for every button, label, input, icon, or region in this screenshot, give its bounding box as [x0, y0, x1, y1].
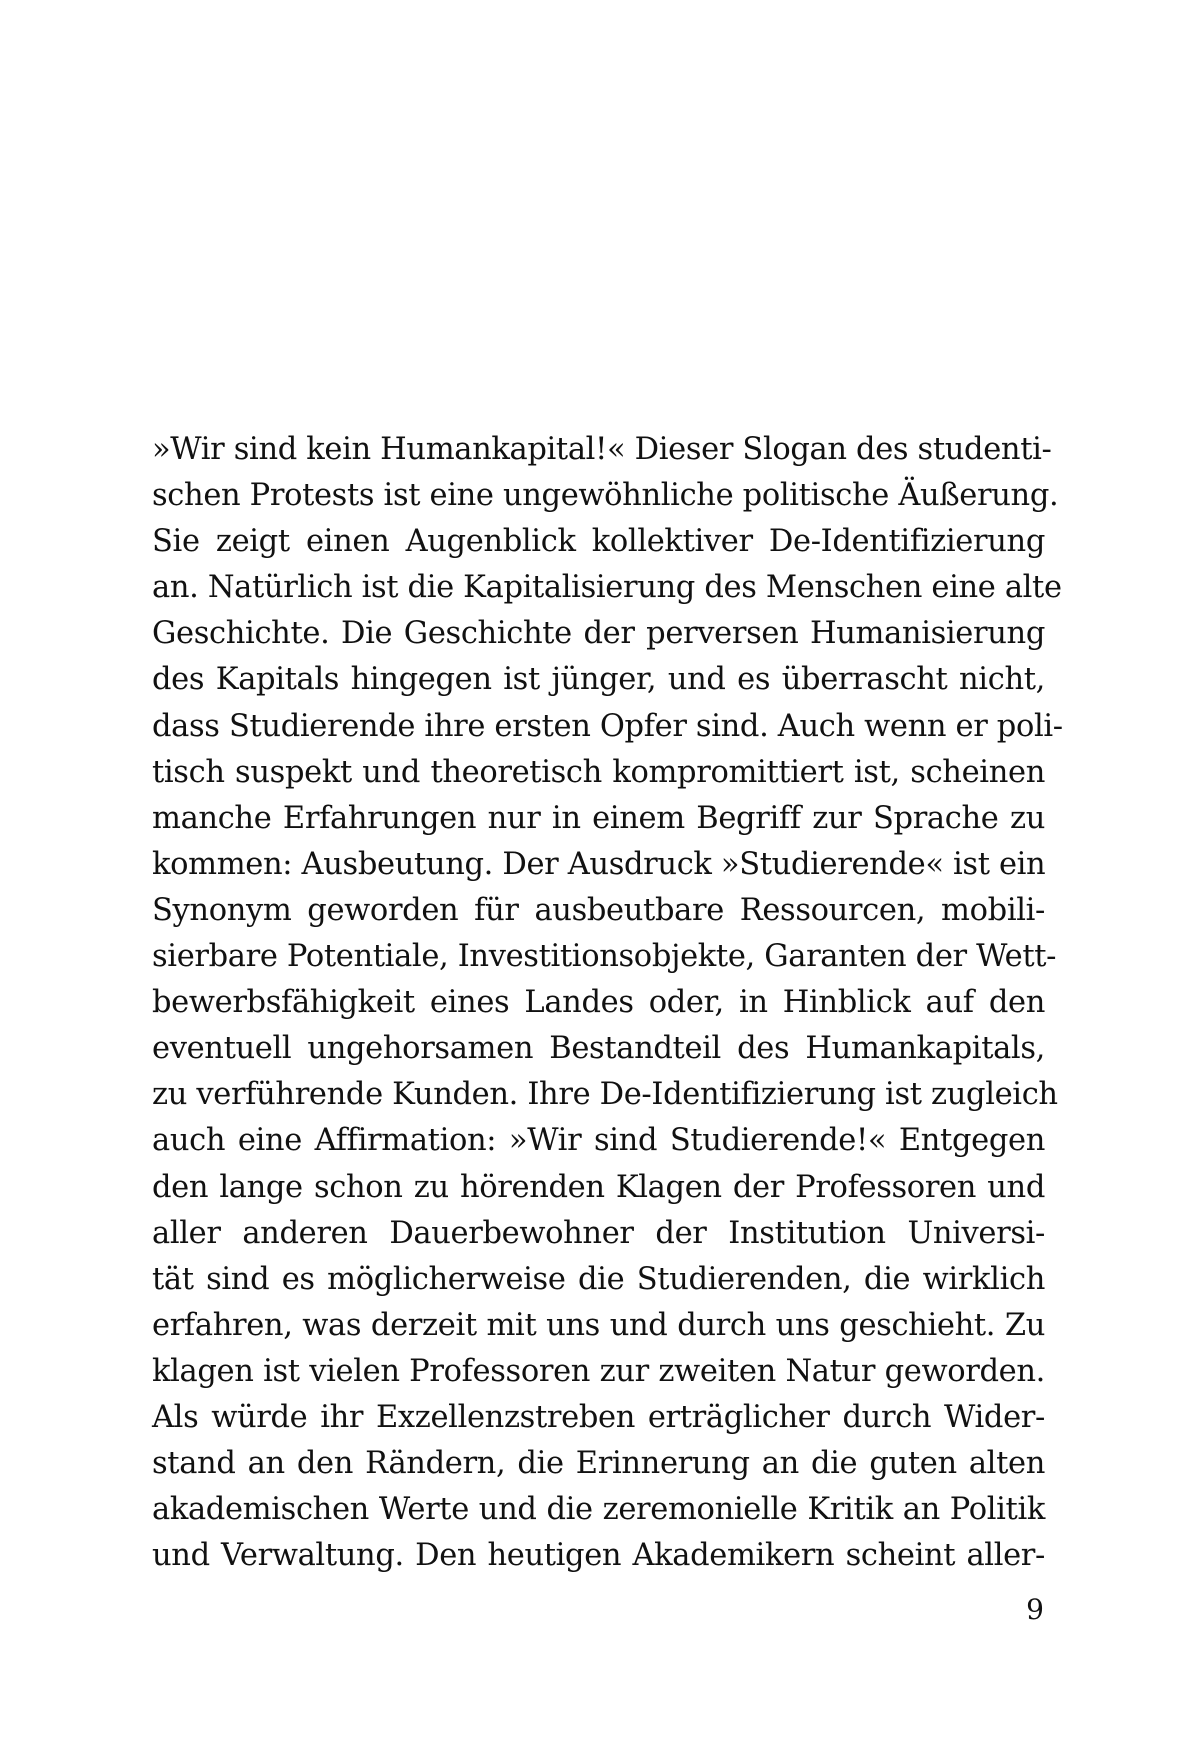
text-line: Geschichte. Die Geschichte der perversen Humanisierung	[152, 616, 1045, 652]
text-line: Als würde ihr Exzellenzstreben erträglicher durch Wider-	[152, 1399, 1045, 1435]
text-line: stand an den Rändern, die Erinnerung an die guten alten	[152, 1446, 1045, 1482]
text-line: erfahren, was derzeit mit uns und durch uns geschieht. Zu	[152, 1307, 1045, 1343]
text-line: sierbare Potentiale, Investitionsobjekte, Garanten der Wett-	[152, 939, 1057, 975]
text-line: Sie zeigt einen Augenblick kollektiver De-Identifizierung	[152, 524, 1045, 560]
text-line: kommen: Ausbeutung. Der Ausdruck »Studierende« ist ein	[152, 846, 1046, 882]
text-line: tät sind es möglicherweise die Studierenden, die wirklich	[152, 1261, 1045, 1297]
page-number: 9	[1026, 1593, 1044, 1626]
text-line: eventuell ungehorsamen Bestandteil des Humankapitals,	[152, 1031, 1045, 1067]
text-line: zu verführende Kunden. Ihre De-Identifizierung ist zugleich	[152, 1077, 1058, 1113]
text-line: und Verwaltung. Den heutigen Akademikern scheint aller-	[152, 1538, 1045, 1574]
text-line: klagen ist vielen Professoren zur zweiten Natur geworden.	[152, 1353, 1045, 1389]
body-text	[152, 427, 1063, 1579]
text-line: dass Studierende ihre ersten Opfer sind. Auch wenn er poli-	[152, 708, 1063, 744]
text-line: manche Erfahrungen nur in einem Begriff zur Sprache zu	[152, 800, 1045, 836]
text-line: an. Natürlich ist die Kapitalisierung des Menschen eine alte	[152, 570, 1062, 606]
text-line: auch eine Affirmation: »Wir sind Studierende!« Entgegen	[152, 1123, 1045, 1159]
text-line: tisch suspekt und theoretisch kompromittiert ist, scheinen	[152, 754, 1045, 790]
text-line: den lange schon zu hörenden Klagen der Professoren und	[152, 1169, 1045, 1205]
text-line: bewerbsfähigkeit eines Landes oder, in Hinblick auf den	[152, 985, 1045, 1021]
text-line: Synonym geworden für ausbeutbare Ressourcen, mobili-	[152, 892, 1045, 928]
text-line: akademischen Werte und die zeremonielle Kritik an Politik	[152, 1492, 1045, 1528]
text-line: »Wir sind kein Humankapital!« Dieser Slogan des studenti-	[152, 432, 1052, 467]
text-line: des Kapitals hingegen ist jünger, und es überrascht nicht,	[152, 662, 1045, 698]
text-line: aller anderen Dauerbewohner der Institution Universi-	[152, 1215, 1045, 1251]
text-line: schen Protests ist eine ungewöhnliche politische Äußerung.	[152, 478, 1059, 514]
